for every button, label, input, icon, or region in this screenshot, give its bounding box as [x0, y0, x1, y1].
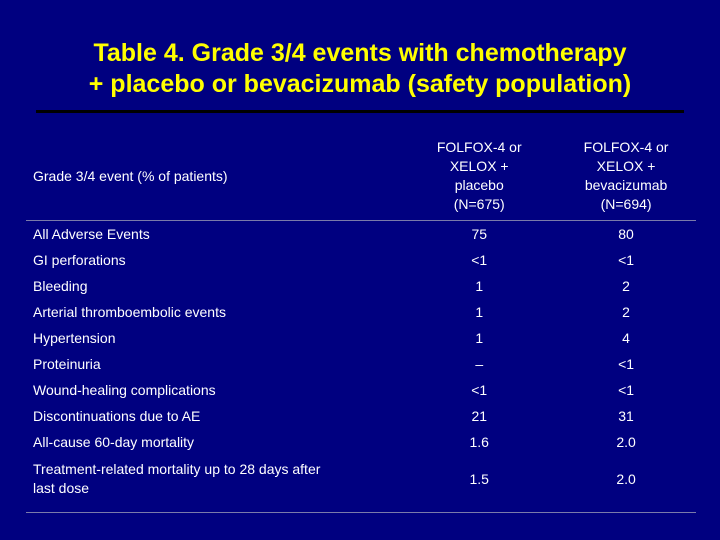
table-row	[26, 247, 696, 273]
row-bevacizumab-value: 2	[622, 278, 630, 294]
title-line-2: + placebo or bevacizumab (safety population)	[88, 70, 632, 98]
row-placebo-value: 1	[475, 278, 484, 294]
row-placebo-value: 1	[475, 330, 484, 346]
row-placebo-value: <1	[471, 382, 488, 398]
row-bevacizumab-value: <1	[618, 382, 635, 398]
row-event: Wound-healing complications	[33, 382, 216, 398]
table-row	[26, 273, 696, 299]
row-placebo-value: 1	[475, 304, 484, 320]
row-event: Bleeding	[33, 278, 88, 294]
header-placebo-line-2: XELOX +	[449, 158, 509, 174]
title-underline	[36, 110, 684, 113]
table-row	[26, 351, 696, 377]
row-bevacizumab-value: <1	[618, 252, 635, 268]
title-line-1: Table 4. Grade 3/4 events with chemotherapy	[93, 39, 627, 67]
row-event	[26, 455, 402, 503]
row-placebo-value: 1.6	[469, 434, 489, 450]
table-row	[26, 325, 696, 351]
header-bevacizumab	[549, 138, 696, 221]
row-event: Discontinuations due to AE	[33, 408, 201, 424]
table-row	[26, 429, 696, 455]
row-event-line-2: last dose	[33, 480, 90, 496]
table-bottom-rule	[26, 512, 696, 513]
header-placebo-line-4: (N=675)	[453, 196, 505, 212]
table-body	[26, 221, 696, 504]
row-event-line-1: Treatment-related mortality up to 28 days after	[33, 461, 321, 477]
row-placebo-value: –	[475, 356, 484, 372]
row-event: All-cause 60-day mortality	[33, 434, 195, 450]
row-placebo-value: <1	[471, 252, 488, 268]
table-row	[26, 377, 696, 403]
row-bevacizumab-value: 2.0	[616, 434, 636, 450]
table-row	[26, 299, 696, 325]
row-event: Hypertension	[33, 330, 116, 346]
header-beva-line-4: (N=694)	[600, 196, 652, 212]
row-event: GI perforations	[33, 252, 126, 268]
row-bevacizumab-value: 4	[622, 330, 630, 346]
row-event: Proteinuria	[33, 356, 101, 372]
header-placebo	[402, 138, 549, 221]
header-row	[26, 138, 696, 221]
row-bevacizumab-value: 2	[622, 304, 630, 320]
row-placebo-value: 21	[471, 408, 488, 424]
header-placebo-line-1: FOLFOX-4 or	[436, 139, 522, 155]
row-bevacizumab-value: 80	[618, 226, 634, 242]
table-row	[26, 221, 696, 248]
row-event: All Adverse Events	[33, 226, 150, 242]
row-placebo-value: 1.5	[469, 470, 489, 487]
row-bevacizumab-value: 2.0	[616, 470, 636, 487]
grade-3-4-events-table	[26, 138, 696, 503]
table-row	[26, 455, 696, 503]
header-beva-line-3: bevacizumab	[584, 177, 668, 193]
row-event: Arterial thromboembolic events	[33, 304, 226, 320]
slide-title	[20, 38, 700, 100]
header-placebo-line-3: placebo	[454, 177, 504, 193]
row-placebo-value: 75	[471, 226, 488, 242]
table-row	[26, 403, 696, 429]
row-bevacizumab-value: 31	[618, 408, 634, 424]
header-event: Grade 3/4 event (% of patients)	[33, 167, 228, 184]
header-beva-line-2: XELOX +	[596, 158, 656, 174]
row-bevacizumab-value: <1	[618, 356, 635, 372]
table-header	[26, 138, 696, 221]
header-beva-line-1: FOLFOX-4 or	[583, 139, 669, 155]
